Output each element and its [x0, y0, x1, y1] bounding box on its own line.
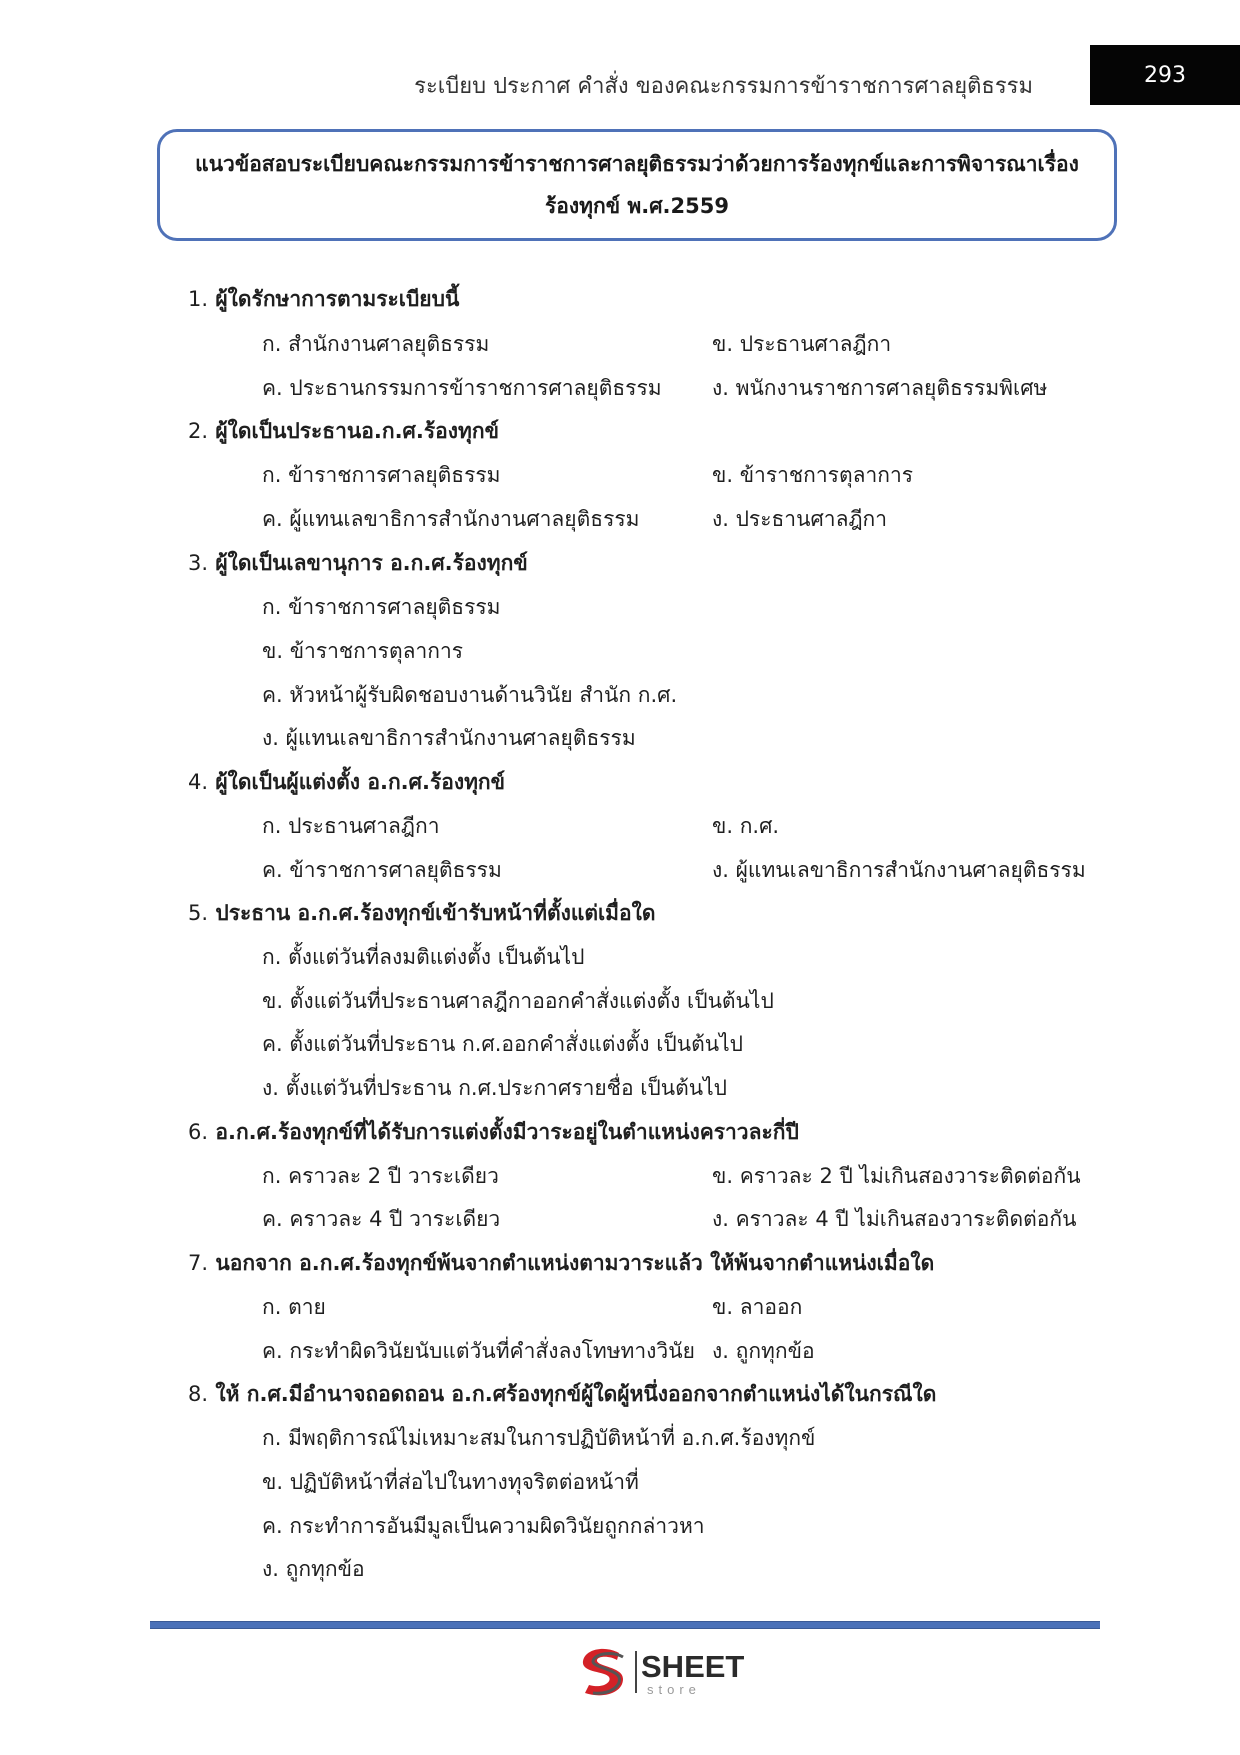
- question-5-option-a: ก. ตั้งแต่วันที่ลงมติแต่งตั้ง เป็นต้นไป: [262, 945, 585, 969]
- question-7-option-c: ค. กระทำผิดวินัยนับแต่วันที่คำสั่งลงโทษทางวินัย: [262, 1339, 695, 1363]
- question-3-option-a: ก. ข้าราชการศาลยุติธรรม: [262, 595, 501, 619]
- question-4-option-b: ข. ก.ศ.: [712, 814, 780, 838]
- question-2-option-d: ง. ประธานศาลฎีกา: [712, 507, 888, 531]
- question-3-option-c: ค. หัวหน้าผู้รับผิดชอบงานด้านวินัย สำนัก ก.ศ.: [262, 683, 678, 707]
- question-7-option-a: ก. ตาย: [262, 1295, 326, 1319]
- sheet-logo-icon: [575, 1645, 633, 1700]
- question-1-option-c: ค. ประธานกรรมการข้าราชการศาลยุติธรรม: [262, 376, 662, 400]
- logo-subtitle: store: [647, 1682, 701, 1697]
- question-3-option-b: ข. ข้าราชการตุลาการ: [262, 639, 464, 663]
- question-6-option-d: ง. คราวละ 4 ปี ไม่เกินสองวาระติดต่อกัน: [712, 1207, 1077, 1231]
- logo-divider: [635, 1651, 637, 1693]
- question-4-option-a: ก. ประธานศาลฎีกา: [262, 814, 440, 838]
- question-1-option-d: ง. พนักงานราชการศาลยุติธรรมพิเศษ: [712, 376, 1048, 400]
- question-4-option-c: ค. ข้าราชการศาลยุติธรรม: [262, 858, 502, 882]
- question-7-option-d: ง. ถูกทุกข้อ: [712, 1339, 815, 1363]
- question-3: 3. ผู้ใดเป็นเลขานุการ อ.ก.ศ.ร้องทุกข์: [188, 551, 528, 575]
- running-header: ระเบียบ ประกาศ คำสั่ง ของคณะกรรมการข้าราชการศาลยุติธรรม: [414, 74, 1033, 99]
- question-6-option-b: ข. คราวละ 2 ปี ไม่เกินสองวาระติดต่อกัน: [712, 1164, 1081, 1188]
- footer-divider: [150, 1621, 1100, 1629]
- page-number: 293: [1090, 45, 1240, 105]
- question-1: 1. ผู้ใดรักษาการตามระเบียบนี้: [188, 287, 460, 311]
- question-7-option-b: ข. ลาออก: [712, 1295, 803, 1319]
- document-title-box: [157, 129, 1117, 241]
- question-5-option-c: ค. ตั้งแต่วันที่ประธาน ก.ศ.ออกคำสั่งแต่งตั้ง เป็นต้นไป: [262, 1032, 743, 1056]
- question-2-option-b: ข. ข้าราชการตุลาการ: [712, 463, 914, 487]
- question-1-option-a: ก. สำนักงานศาลยุติธรรม: [262, 332, 490, 356]
- sheet-store-logo: [575, 1645, 745, 1700]
- question-8-option-a: ก. มีพฤติการณ์ไม่เหมาะสมในการปฏิบัติหน้าที่ อ.ก.ศ.ร้องทุกข์: [262, 1426, 816, 1450]
- question-6-option-c: ค. คราวละ 4 ปี วาระเดียว: [262, 1207, 501, 1231]
- document-title-line-2: ร้องทุกข์ พ.ศ.2559: [545, 194, 729, 218]
- question-1-option-b: ข. ประธานศาลฎีกา: [712, 332, 892, 356]
- question-8-option-c: ค. กระทำการอันมีมูลเป็นความผิดวินัยถูกกล่าวหา: [262, 1514, 705, 1538]
- question-4-option-d: ง. ผู้แทนเลขาธิการสำนักงานศาลยุติธรรม: [712, 858, 1086, 882]
- question-6: 6. อ.ก.ศ.ร้องทุกข์ที่ได้รับการแต่งตั้งมีวาระอยู่ในตำแหน่งคราวละกี่ปี: [188, 1120, 799, 1144]
- question-5-option-d: ง. ตั้งแต่วันที่ประธาน ก.ศ.ประกาศรายชื่อ เป็นต้นไป: [262, 1076, 727, 1100]
- question-5: 5. ประธาน อ.ก.ศ.ร้องทุกข์เข้ารับหน้าที่ตั้งแต่เมื่อใด: [188, 901, 656, 925]
- question-2: 2. ผู้ใดเป็นประธานอ.ก.ศ.ร้องทุกข์: [188, 419, 499, 443]
- question-2-option-c: ค. ผู้แทนเลขาธิการสำนักงานศาลยุติธรรม: [262, 507, 640, 531]
- document-title-line-1: แนวข้อสอบระเบียบคณะกรรมการข้าราชการศาลยุติธรรมว่าด้วยการร้องทุกข์และการพิจารณาเรื่อง: [195, 152, 1079, 176]
- question-8: 8. ให้ ก.ศ.มีอำนาจถอดถอน อ.ก.ศร้องทุกข์ผู้ใดผู้หนึ่งออกจากตำแหน่งได้ในกรณีใด: [188, 1382, 937, 1406]
- question-6-option-a: ก. คราวละ 2 ปี วาระเดียว: [262, 1164, 499, 1188]
- question-8-option-d: ง. ถูกทุกข้อ: [262, 1557, 365, 1581]
- logo-wordmark: SHEET: [641, 1649, 745, 1684]
- question-7: 7. นอกจาก อ.ก.ศ.ร้องทุกข์พ้นจากตำแหน่งตามวาระแล้ว ให้พ้นจากตำแหน่งเมื่อใด: [188, 1251, 935, 1275]
- question-8-option-b: ข. ปฏิบัติหน้าที่ส่อไปในทางทุจริตต่อหน้าที่: [262, 1470, 639, 1494]
- question-4: 4. ผู้ใดเป็นผู้แต่งตั้ง อ.ก.ศ.ร้องทุกข์: [188, 770, 506, 794]
- question-5-option-b: ข. ตั้งแต่วันที่ประธานศาลฎีกาออกคำสั่งแต่งตั้ง เป็นต้นไป: [262, 989, 774, 1013]
- question-3-option-d: ง. ผู้แทนเลขาธิการสำนักงานศาลยุติธรรม: [262, 726, 636, 750]
- question-2-option-a: ก. ข้าราชการศาลยุติธรรม: [262, 463, 501, 487]
